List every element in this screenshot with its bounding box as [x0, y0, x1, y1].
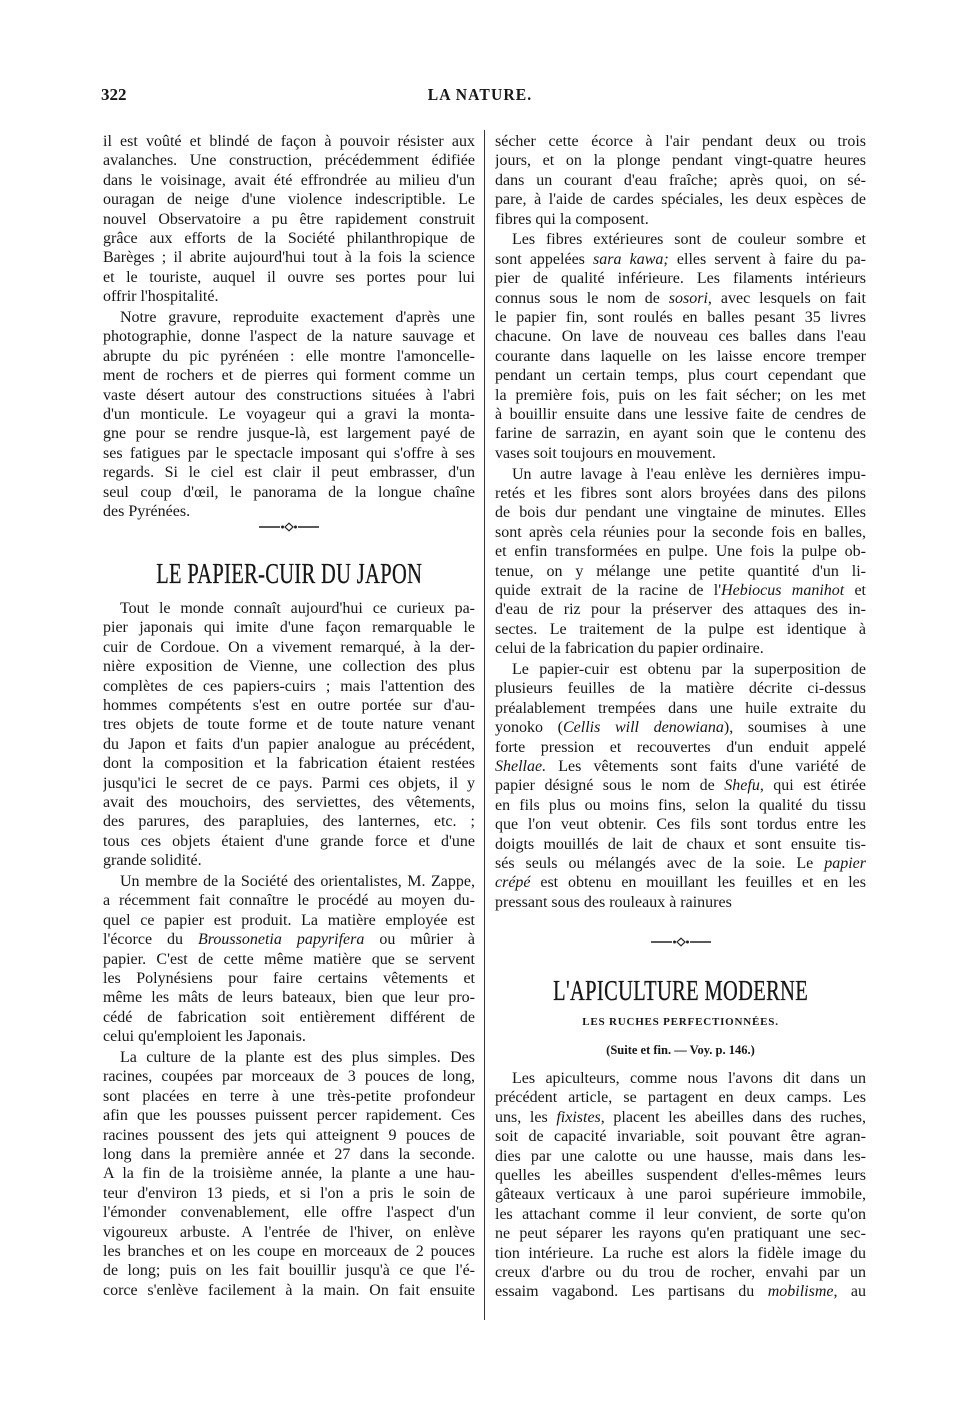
paragraph [495, 230, 866, 463]
italic-term: Broussonetia papyrifera [198, 931, 365, 949]
text-line: même les mâts de leurs bateaux, bien que leur pro- [103, 989, 475, 1007]
text-line: ouragan de neige d'une violence indescriptible. Le [103, 191, 475, 209]
italic-term: Hebiocus manihot [721, 581, 845, 599]
text-line: yonoko (Cellis will denowiana), soumises à une [495, 719, 866, 737]
paragraph [103, 308, 475, 521]
italic-term: papier [824, 854, 866, 872]
text-line: jours, et on la plonge pendant vingt-quatre heures [495, 152, 866, 170]
text-line: Shellae. Les vêtements sont faits d'une variété de [495, 758, 866, 775]
text-line: Tout le monde connaît aujourd'hui ce curieux pa- [120, 600, 475, 617]
italic-term: Shefu [724, 777, 760, 795]
right-column [495, 0, 866, 1417]
text-line: gne pour se rendre jusque-là, est largement payé de [103, 425, 475, 443]
paragraph [495, 465, 866, 659]
text-line: hommes compétents s'est en outre portée sur d'au- [103, 696, 475, 714]
paragraph [495, 132, 866, 229]
text-line: l'écorce du Broussonetia papyrifera ou mûrier à [103, 931, 475, 949]
text-line: teur d'environ 13 pieds, et si l'on a pris le soin de [103, 1184, 475, 1202]
text-line: ment de rochers et de pierres qui forment comme un [103, 367, 475, 385]
left-column [103, 0, 475, 1417]
text-line: celui de la fabrication du papier ordinaire. [495, 640, 764, 658]
article-subtitle: LES RUCHES PERFECTIONNÉES. [582, 1016, 779, 1028]
text-line: uns, les fixistes, placent les abeilles dans des ruches, [495, 1108, 866, 1126]
text-line: à bouillir ensuite dans une lessive faite de cendres de [495, 405, 866, 423]
text-line: d'un monticule. Le voyageur qui a gravi la monta- [103, 405, 475, 423]
text-line: vigoureux arbuste. A l'entrée de l'hiver, on enlève [103, 1223, 475, 1241]
text-line: courante dans laquelle on les laisse encore tremper [495, 347, 866, 365]
article-title [495, 976, 866, 1008]
text-line: de bois dur pendant une vingtaine de minutes. Elles [495, 504, 866, 522]
text-line: avait des mouchoirs, des serviettes, des vêtements, [103, 793, 475, 811]
text-line: il est voûté et blindé de façon à pouvoir résister aux [103, 133, 475, 150]
text-line: doigts mouillés de lait de chaux et sont ensuite tis- [495, 835, 866, 853]
text-line: préalablement trempées dans une huile extraite du [495, 699, 866, 717]
ornament-dot [673, 941, 676, 944]
text-line: et enfin transformées en pulpe. Une fois la pulpe ob- [495, 543, 866, 561]
text-line: de long; puis on les fait bouillir jusqu'à ce que l'é- [103, 1262, 475, 1280]
article-title-text: LE PAPIER-CUIR DU JAPON [155, 559, 423, 590]
text-line: connus sous le nom de sosori, avec lesquels on fait [495, 289, 866, 307]
text-line: les Polynésiens pour faire certains vêtements et [103, 969, 475, 987]
paragraph [103, 1048, 475, 1300]
text-line: grande solidité. [103, 852, 202, 870]
text-line: d'eau de riz pour la préserver des attaques des in- [495, 601, 866, 619]
text-line: offrir l'hospitalité. [103, 288, 219, 306]
text-line: papier. C'est de cette même matière que se servent [103, 950, 475, 968]
papier-cuir-article-body-right [495, 132, 866, 912]
italic-term: fixistes [556, 1108, 601, 1126]
article-reference: (Suite et fin. — Voy. p. 146.) [606, 1043, 755, 1057]
text-line: gâteaux verticaux à une paroi supérieure immobile, [495, 1186, 866, 1204]
text-line: photographie, donne l'aspect de la nature sauvage et [103, 328, 475, 346]
paragraph [103, 599, 475, 870]
text-line: sont après cela réunies pour la seconde fois en balles, [495, 523, 866, 541]
text-line: sont appelées sara kawa; elles servent à faire du pa- [495, 250, 866, 268]
page-number: 322 [101, 85, 127, 104]
text-line: Barèges ; il abrite aujourd'hui tout à la fois la science [103, 249, 475, 267]
paragraph [103, 872, 475, 1047]
italic-term: sosori [668, 289, 708, 307]
text-line: les attachant comme il leur convient, de sorte qu'on [495, 1205, 866, 1223]
text-line: vaste désert autour des constructions situées à l'abri [103, 386, 475, 404]
paragraph [495, 1069, 866, 1302]
text-line: quel ce papier est produit. La matière employée est [103, 911, 475, 929]
text-line: Les apiculteurs, comme nous l'avons dit dans un [512, 1070, 866, 1087]
text-line: pier de qualité inférieure. Les filaments intérieurs [495, 270, 866, 288]
text-line: racines poussent des jets qui atteignent 9 pouces de [103, 1126, 475, 1144]
text-line: dans le voisinage, avait été effrondrée au milieu d'un [103, 171, 475, 189]
text-line: forte pression et recouvertes d'un enduit appelé [495, 738, 866, 756]
text-line: Un autre lavage à l'eau enlève les dernières impu- [512, 465, 866, 483]
running-head: LA NATURE. [427, 85, 533, 104]
text-line: abrupte du pic pyrénéen : elle montre l'amoncelle- [103, 347, 475, 365]
separator-ornament [651, 937, 711, 947]
text-line: long dans la première année et 27 dans la seconde. [103, 1145, 475, 1163]
text-line: La culture de la plante est des plus simples. Des [120, 1048, 475, 1066]
article-title [103, 559, 475, 591]
text-line: regards. Si le ciel est clair il peut embrasser, d'un [103, 464, 475, 482]
text-line: dans un courant d'eau fraîche; après quoi, on sé- [495, 171, 866, 189]
text-line: dies par une calotte ou une hausse, mais dans les- [495, 1147, 866, 1165]
text-line: farine de sarrazin, en ayant soin que le contenu des [495, 425, 866, 443]
text-line: dont la composition et la fabrication étaient restées [103, 755, 475, 773]
text-line: quelles les abeilles suspendent d'elles-mêmes leurs [495, 1166, 866, 1184]
italic-term: mobilisme [767, 1283, 834, 1301]
text-line: complètes de ces papiers-cuirs ; mais l'attention des [103, 677, 475, 695]
text-line: ne peut séparer les rayons qu'en pratiquant une sec- [495, 1225, 866, 1243]
text-line: Les fibres extérieures sont de couleur sombre et [512, 231, 866, 249]
observatoire-article-continuation [103, 132, 475, 521]
text-line: essaim vagabond. Les partisans du mobilisme, au [495, 1283, 866, 1301]
text-line: a récemment fait connaître le procédé au moyen du- [103, 892, 475, 910]
text-line: et le touriste, auquel il ouvre ses portes pour lui [103, 268, 475, 286]
text-line: A la fin de la troisième année, la plante a une hau- [103, 1165, 475, 1183]
ornament-diamond [285, 523, 293, 531]
text-line: soit de capacité invariable, soit pouvant être agran- [495, 1128, 866, 1146]
ornament-diamond [677, 938, 685, 946]
text-line: des Pyrénées. [103, 502, 191, 520]
text-line: fibres qui la composent. [495, 210, 649, 228]
text-line: sectes. Le traitement de la pulpe est identique à [495, 620, 866, 638]
ornament-dot [294, 526, 297, 529]
text-line: ses fatigues par le spectacle imposant qui s'offre à ses [103, 444, 475, 462]
text-line: pendant un certain temps, plus court cependant que [495, 367, 866, 385]
text-line: nière exposition de Vienne, une collection des plus [103, 658, 475, 676]
text-line: plusieurs feuilles de la matière décrite ci-dessus [495, 680, 866, 698]
text-line: pier japonais qui imite d'une façon remarquable le [103, 619, 475, 637]
paragraph [103, 132, 475, 307]
text-line: vases soit toujours en mouvement. [495, 444, 716, 462]
text-line: avalanches. Une construction, précédemment édifiée [103, 152, 475, 170]
text-line: du Japon et faits d'un papier analogue au précédent, [103, 735, 475, 753]
text-line: les branches et on les coupe en morceaux de 2 pouces [103, 1242, 475, 1260]
text-line: creux d'arbre ou du trou de rocher, envahi par un [495, 1263, 866, 1281]
text-line: la première fois, puis on les fait sécher; on les met [495, 386, 866, 404]
article-title-text: L'APICULTURE MODERNE [553, 976, 808, 1007]
text-line: seul coup d'œil, le panorama de la longue chaîne [103, 483, 475, 501]
text-line: sont placées en terre à une très-petite profondeur [103, 1087, 475, 1105]
italic-term: crépé [495, 874, 531, 892]
text-line: cuir de Cordoue. On a vivement remarqué, à la der- [103, 638, 475, 656]
text-line: quide extrait de la racine de l'Hebiocus manihot et [495, 581, 866, 599]
ornament-dot [281, 526, 284, 529]
text-line: pare, à l'aide de cardes spéciales, les deux espèces de [495, 191, 866, 209]
text-line: précédent article, se partagent en deux camps. Les [495, 1089, 866, 1107]
text-line: l'émonder convenablement, elle offre l'aspect d'un [103, 1204, 475, 1222]
text-line: tenue, on y mélange une petite quantité d'un li- [495, 562, 866, 580]
text-line: papier désigné sous le nom de Shefu, qui est étirée [495, 777, 866, 795]
text-line: chacune. On lave de nouveau ces balles dans l'eau [495, 328, 866, 346]
apiculture-article-body [495, 1069, 866, 1302]
text-line: Un membre de la Société des orientalistes, M. Zappe, [120, 872, 475, 890]
text-line: tion intérieure. La ruche est alors la fidèle image du [495, 1244, 866, 1262]
text-line: des parures, des parapluies, des lanternes, etc. ; [103, 813, 475, 831]
text-line: le papier fin, sont roulés en balles pesant 35 livres [495, 309, 866, 327]
italic-term: Shellae. [495, 758, 547, 775]
text-line: Notre gravure, reproduite exactement d'après une [120, 309, 475, 327]
text-line: tous ces objets étaient d'une grande force et d'une [103, 832, 475, 850]
text-line: jusqu'ici le secret de ce pays. Parmi ces objets, il y [103, 774, 475, 792]
text-line: retés et les fibres sont alors broyées dans des pilons [495, 485, 866, 503]
italic-term: sara kawa; [593, 250, 669, 268]
text-line: racines, coupées par morceaux de 3 pouces de long, [103, 1068, 475, 1086]
papier-cuir-article-body-left [103, 599, 475, 1300]
separator-ornament [259, 522, 319, 532]
text-line: que l'on veut obtenir. Ces fils sont tordus entre les [495, 816, 866, 834]
text-line: tres objets de toute forme et de toute nature venant [103, 716, 475, 734]
ornament-dot [686, 941, 689, 944]
text-line: corce s'enlève facilement à la main. On fait ensuite [103, 1281, 475, 1299]
text-line: nouvel Observatoire a pu être rapidement construit [103, 210, 475, 228]
text-line: afin que les pousses puissent percer rapidement. Ces [103, 1107, 475, 1125]
text-line: cédé de fabrication soit entièrement différent de [103, 1008, 475, 1026]
text-line: crépé est obtenu en mouillant les feuilles et en les [495, 874, 866, 892]
italic-term: Cellis will denowiana [562, 719, 724, 737]
text-line: celui qu'emploient les Japonais. [103, 1028, 306, 1046]
text-line: sécher cette écorce à l'air pendant deux ou trois [495, 133, 866, 150]
text-line: sés seuls ou mélangés avec de la soie. Le papier [495, 854, 866, 872]
column-divider [484, 130, 485, 1320]
text-line: pressant sous des rouleaux à rainures [495, 893, 732, 911]
paragraph [495, 660, 866, 912]
text-line: Le papier-cuir est obtenu par la superposition de [512, 661, 866, 679]
text-line: en fils plus ou moins fins, selon la qualité du tissu [495, 796, 866, 814]
text-line: grâce aux efforts de la Société philanthropique de [103, 229, 475, 247]
